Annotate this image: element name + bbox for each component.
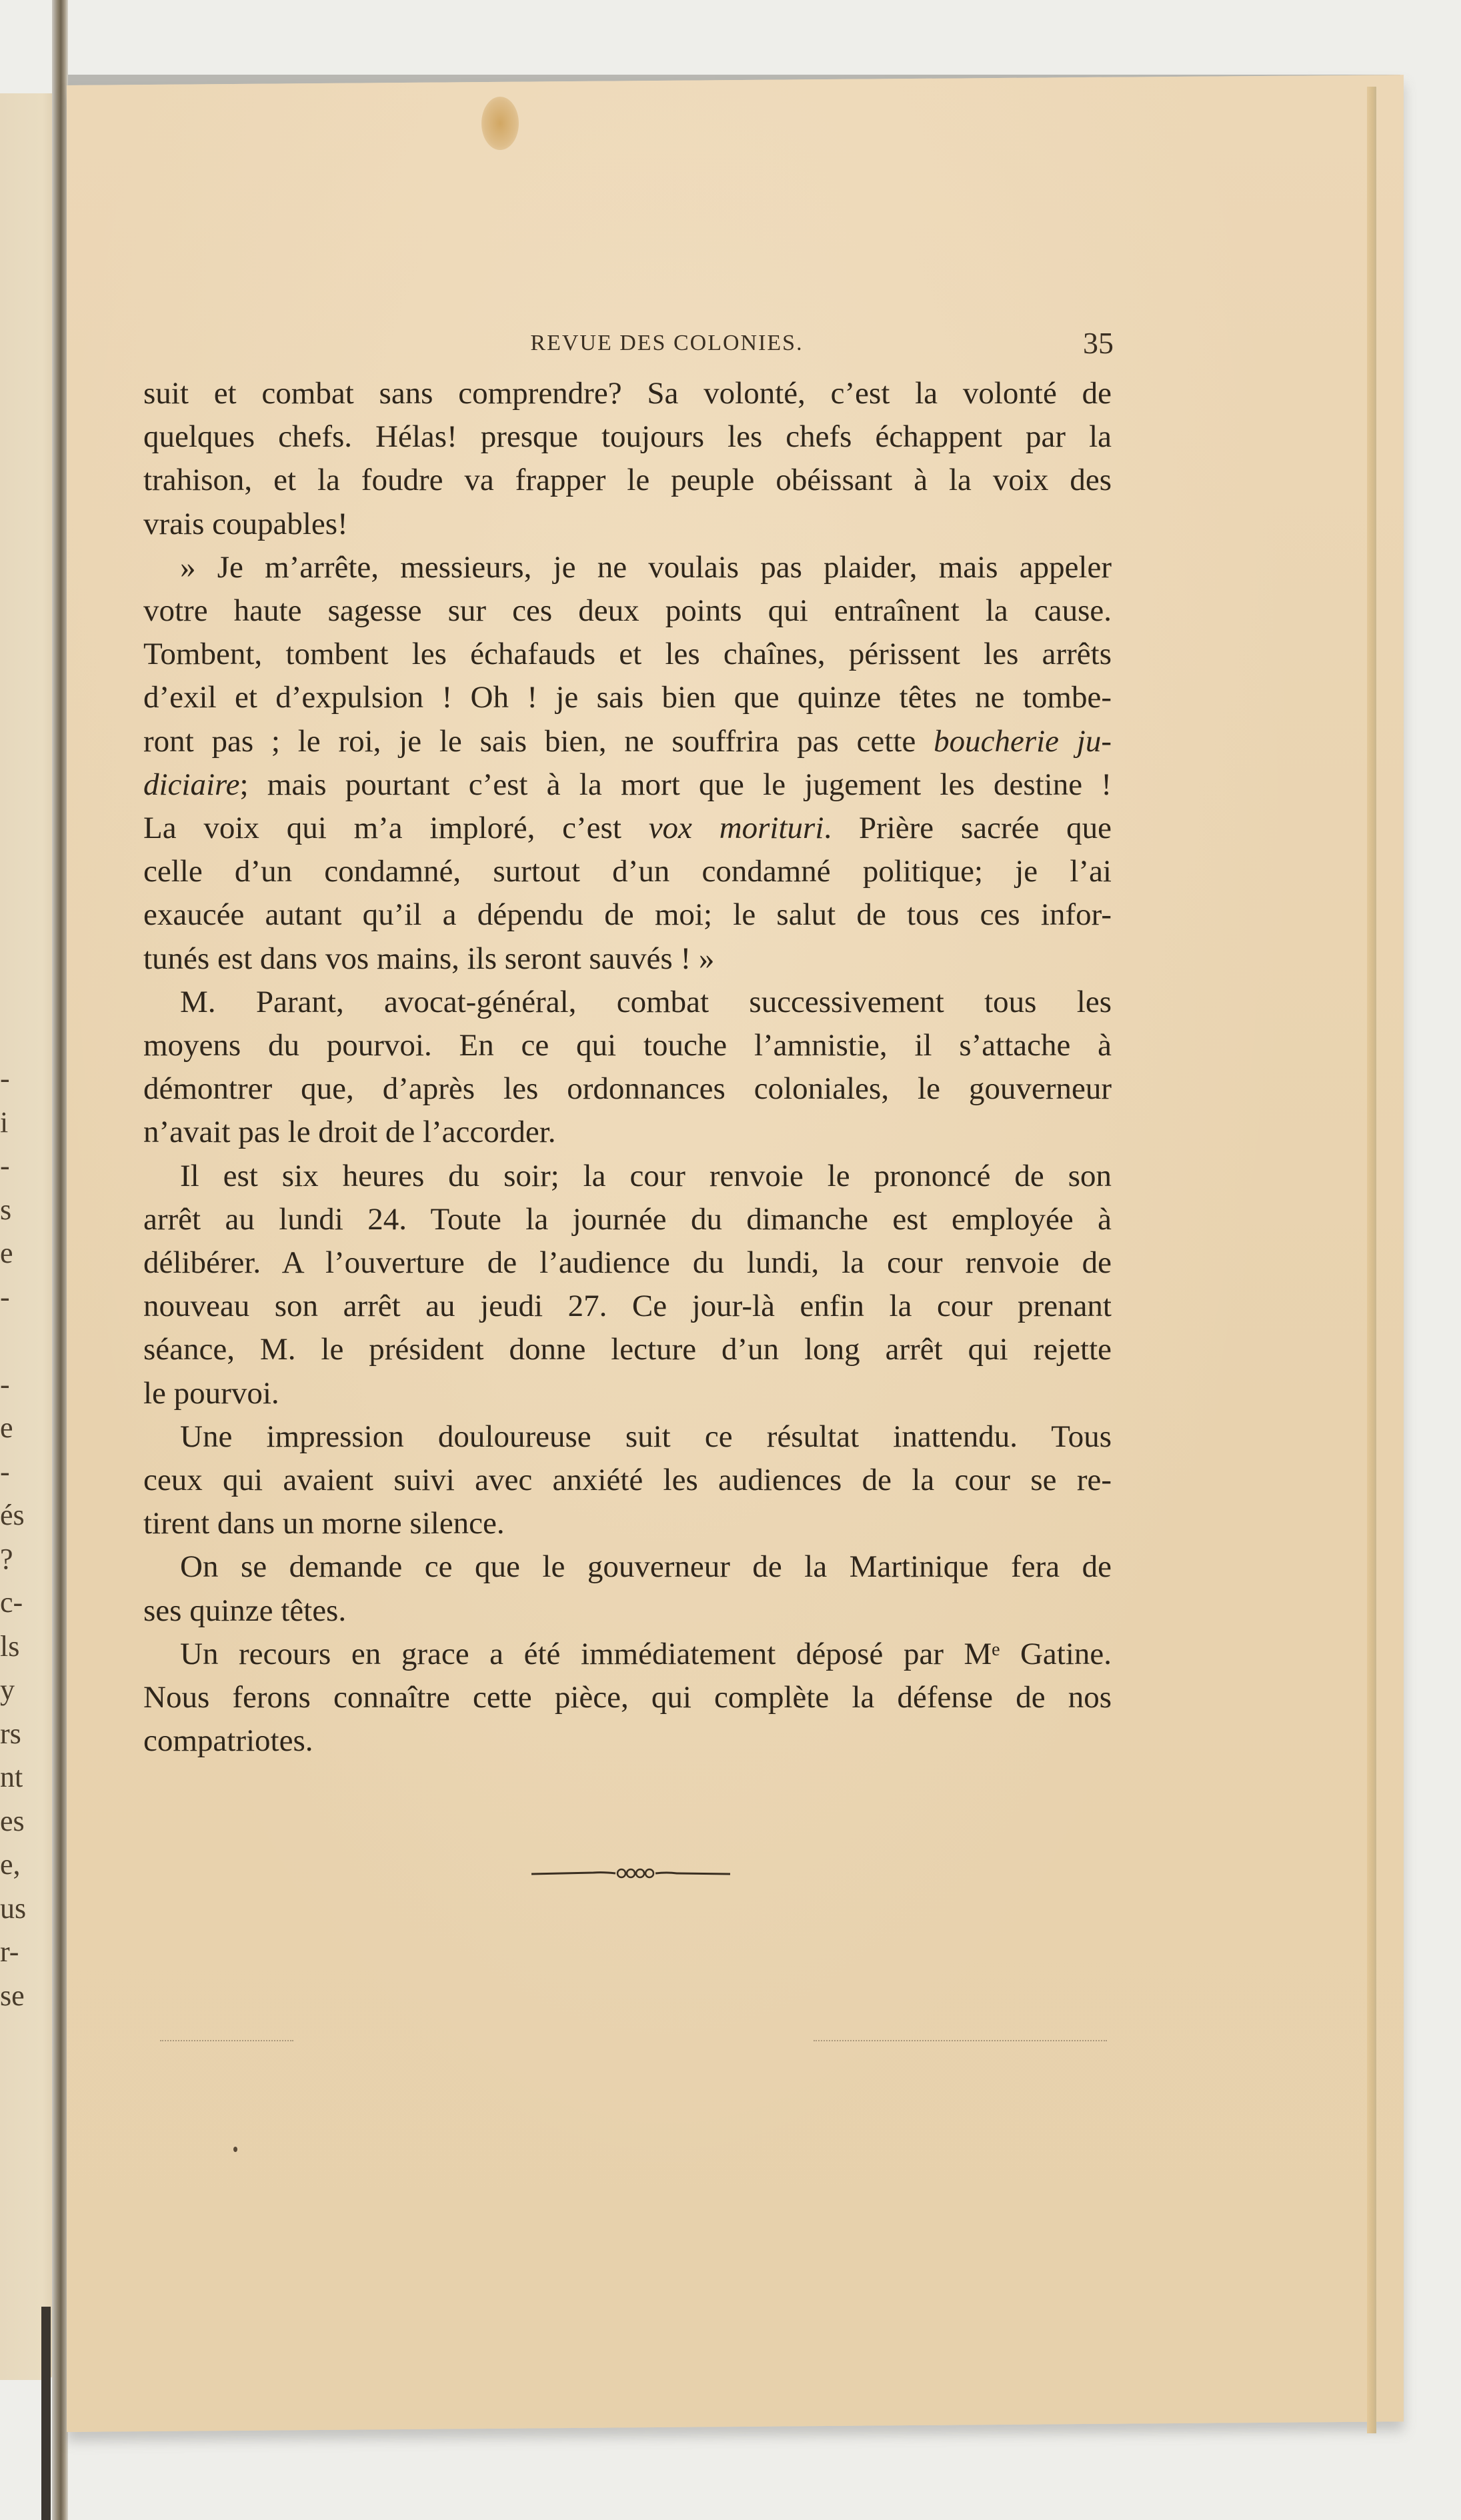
text-line: Tombent, tombent les échafauds et les chaînes, périssent les arrêts (143, 637, 1112, 672)
paragraph (143, 1545, 1112, 1632)
paragraph (143, 372, 1112, 546)
body-text (143, 372, 1112, 1763)
text-line: Nous ferons connaître cette pièce, qui complète la défense de nos (143, 1680, 1112, 1715)
text-line: M. Parant, avocat-général, combat successivement tous les (180, 984, 1112, 1019)
paragraph (143, 981, 1112, 1155)
text-line: ses quinze têtes. (143, 1593, 347, 1628)
text-line: tunés est dans vos mains, ils seront sauvés ! » (143, 941, 715, 976)
page-number: 35 (1083, 326, 1114, 360)
page-right-edge (1367, 87, 1376, 2433)
text-line: délibérer. A l’ouverture de l’audience du lundi, la cour renvoie de (143, 1245, 1112, 1281)
text-line: » Je m’arrête, messieurs, je ne voulais pas plaider, mais appeler (180, 549, 1112, 585)
text-line: compatriotes. (143, 1723, 313, 1759)
text-line: diciaire; mais pourtant c’est à la mort que le jugement les destine ! (143, 767, 1112, 802)
ornament-curl (617, 1869, 625, 1877)
italic-text: diciaire (143, 767, 240, 802)
italic-text: boucherie ju- (934, 723, 1112, 759)
text-line: démontrer que, d’après les ordonnances coloniales, le gouverneur (143, 1071, 1112, 1107)
text-line: Il est six heures du soir; la cour renvoie le prononcé de son (180, 1158, 1112, 1193)
faint-printing-trace (160, 2040, 293, 2045)
text-line: arrêt au lundi 24. Toute la journée du dimanche est employée à (143, 1201, 1112, 1237)
ornament-right-rule (655, 1873, 730, 1874)
text-line: ront pas ; le roi, je le sais bien, ne souffrira pas cette boucherie ju- (143, 723, 1112, 759)
faint-printing-trace (814, 2040, 1107, 2045)
text-line: La voix qui m’a imploré, c’est vox morituri. Prière sacrée que (143, 811, 1112, 846)
text-line: Un recours en grace a été immédiatement déposé par Mᵉ Gatine. (180, 1636, 1112, 1671)
paragraph (143, 1155, 1112, 1415)
text-line: moyens du pourvoi. En ce qui touche l’amnistie, il s’attache à (143, 1028, 1112, 1063)
ornament-curl (627, 1869, 635, 1877)
text-line: quelques chefs. Hélas! presque toujours les chefs échappent par la (143, 419, 1112, 455)
text-line: nouveau son arrêt au jeudi 27. Ce jour-là enfin la cour prenant (143, 1289, 1112, 1324)
ornament-left-rule (531, 1873, 615, 1874)
ornament-curl (645, 1869, 653, 1877)
text-line: Une impression douloureuse suit ce résultat inattendu. Tous (180, 1419, 1112, 1454)
text-line: tirent dans un morne silence. (143, 1506, 505, 1541)
text-line: le pourvoi. (143, 1375, 279, 1411)
italic-text: vox morituri (648, 811, 824, 846)
bookmark-ribbon (41, 2307, 51, 2520)
paper-stain (481, 97, 519, 150)
text-line: n’avait pas le droit de l’accorder. (143, 1115, 556, 1150)
running-head-title: REVUE DES COLONIES. (530, 331, 804, 355)
text-line: suit et combat sans comprendre? Sa volonté, c’est la volonté de (143, 376, 1112, 411)
running-head (133, 325, 1114, 359)
text-line: celle d’un condamné, surtout d’un condamné politique; je l’ai (143, 854, 1112, 889)
paragraph (143, 1415, 1112, 1546)
left-page-text-fragments: - i - s e - - e - és ? c- ls y rs nt es e, us r- se (0, 1062, 27, 2012)
decorative-tailpiece-icon (530, 1867, 737, 1880)
text-line: séance, M. le président donne lecture d’un long arrêt qui rejette (143, 1332, 1112, 1367)
text-line: exaucée autant qu’il a dépendu de moi; le salut de tous ces infor- (143, 897, 1112, 933)
text-line: On se demande ce que le gouverneur de la Martinique fera de (180, 1549, 1112, 1585)
text-line: d’exil et d’expulsion ! Oh ! je sais bien que quinze têtes ne tombe- (143, 680, 1112, 715)
book-spine-gutter (52, 0, 68, 2520)
paragraph (143, 546, 1112, 981)
text-line: trahison, et la foudre va frapper le peuple obéissant à la voix des (143, 463, 1112, 498)
ink-speck (233, 2147, 237, 2152)
text-line: vrais coupables! (143, 506, 348, 541)
text-line: votre haute sagesse sur ces deux points qui entraînent la cause. (143, 593, 1112, 629)
text-line: ceux qui avaient suivi avec anxiété les audiences de la cour se re- (143, 1463, 1112, 1498)
paragraph (143, 1633, 1112, 1763)
ornament-curl (636, 1869, 644, 1877)
